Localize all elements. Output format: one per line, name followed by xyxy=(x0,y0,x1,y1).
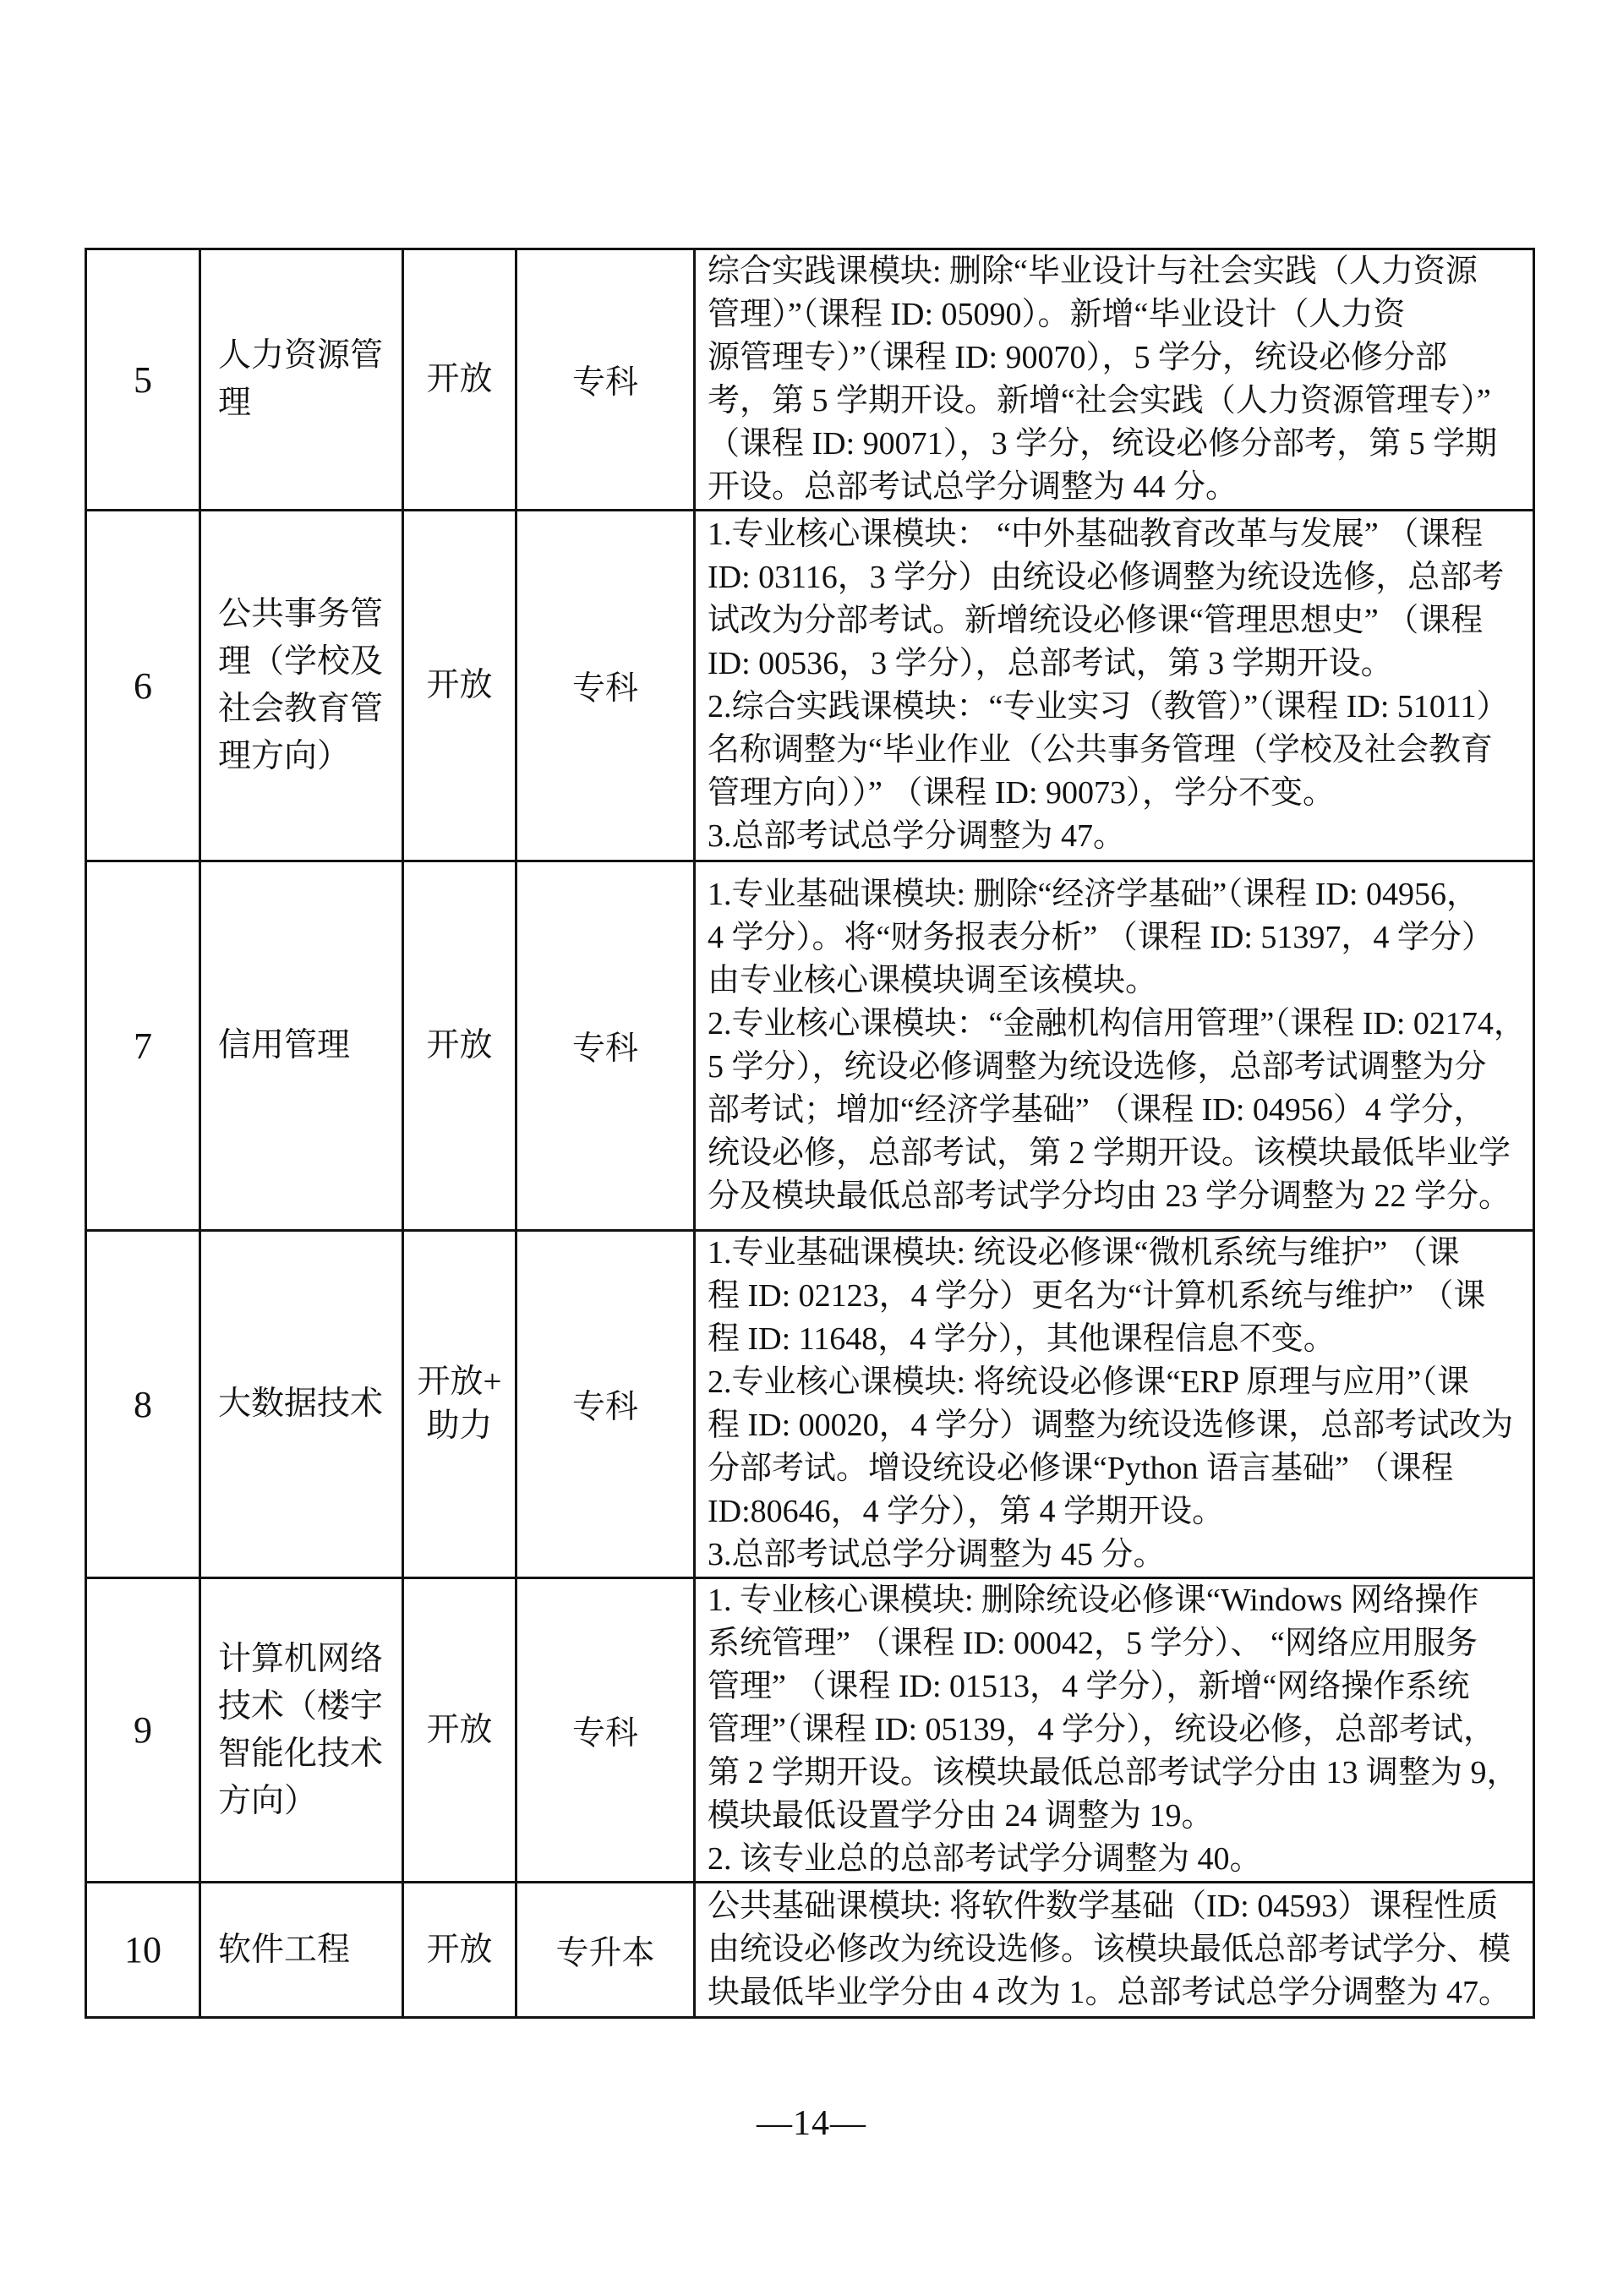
description-line: 3.总部考试总学分调整为 45 分。 xyxy=(708,1537,1166,1572)
table-row xyxy=(86,1578,1534,1883)
degree-level-cell: 专科 xyxy=(516,511,695,861)
description-line: 1. 专业核心课模块: 删除统设必修课“Windows 网络操作 xyxy=(708,1583,1479,1618)
description-line: 2. 该专业总的总部考试学分调整为 40。 xyxy=(708,1841,1262,1877)
education-type-cell xyxy=(403,511,516,861)
description-line: 5 学分），统设必修调整为统设选修，总部考试调整为分 xyxy=(708,1049,1487,1085)
description-line: 2.综合实践课模块：“专业实习（教管）”（课程 ID: 51011） xyxy=(708,689,1509,724)
description-line: 1.专业基础课模块: 统设必修课“微机系统与维护” （课 xyxy=(708,1235,1460,1271)
major-name-cell xyxy=(200,861,403,1231)
row-number-cell: 9 xyxy=(86,1578,200,1883)
education-type-cell xyxy=(403,861,516,1231)
major-name-line: 大数据技术 xyxy=(218,1386,384,1422)
major-name-cell xyxy=(200,1578,403,1883)
description-line: 公共基础课模块: 将软件数学基础（ID: 04593）课程性质 xyxy=(708,1889,1499,1924)
description-line: 4 学分）。将“财务报表分析” （课程 ID: 51397，4 学分） xyxy=(708,920,1494,955)
description-line: 第 2 学期开设。该模块最低总部考试学分由 13 调整为 9， xyxy=(708,1755,1519,1790)
education-type-line: 开放 xyxy=(426,361,493,397)
major-name-line: 理方向） xyxy=(218,738,351,774)
degree-level-cell: 专升本 xyxy=(516,1883,695,2018)
description-line: 综合实践课模块: 删除“毕业设计与社会实践（人力资源 xyxy=(708,254,1478,289)
majors-revision-table xyxy=(85,248,1535,2019)
education-type-cell xyxy=(403,1231,516,1578)
education-type-line: 助力 xyxy=(426,1408,493,1444)
education-type-cell xyxy=(403,1883,516,2018)
table-row xyxy=(86,249,1534,511)
revision-description-cell xyxy=(695,249,1534,511)
major-name-line: 社会教育管 xyxy=(218,691,384,727)
description-line: 开设。总部考试总学分调整为 44 分。 xyxy=(708,469,1238,505)
revision-description-cell xyxy=(695,1578,1534,1883)
description-line: 3.总部考试总学分调整为 47。 xyxy=(708,818,1126,854)
description-line: 分部考试。增设统设必修课“Python 语言基础” （课程 xyxy=(708,1451,1454,1486)
table-row xyxy=(86,861,1534,1231)
major-name-line: 公共事务管 xyxy=(218,596,384,632)
description-line: 分及模块最低总部考试学分均由 23 学分调整为 22 学分。 xyxy=(708,1178,1511,1214)
row-number-cell: 7 xyxy=(86,861,200,1231)
description-line: 系统管理” （课程 ID: 00042，5 学分）、 “网络应用服务 xyxy=(708,1626,1478,1661)
description-line: 2.专业核心课模块: 将统设必修课“ERP 原理与应用”（课 xyxy=(708,1364,1470,1400)
description-line: 统设必修，总部考试，第 2 学期开设。该模块最低毕业学 xyxy=(708,1135,1511,1171)
education-type-line: 开放 xyxy=(426,1027,493,1063)
table-row xyxy=(86,1883,1534,2018)
major-name-line: 信用管理 xyxy=(218,1027,351,1063)
description-line: ID: 03116，3 学分）由统设必修调整为统设选修，总部考 xyxy=(708,560,1505,595)
education-type-line: 开放 xyxy=(426,1711,493,1748)
description-line: 块最低毕业学分由 4 改为 1。总部考试总学分调整为 47。 xyxy=(708,1975,1511,2010)
description-line: 管理” （课程 ID: 01513，4 学分），新增“网络操作系统 xyxy=(708,1669,1470,1704)
description-line: 2.专业核心课模块：“金融机构信用管理”（课程 ID: 02174， xyxy=(708,1006,1526,1041)
page-number: —14— xyxy=(757,2104,866,2143)
education-type-line: 开放 xyxy=(426,667,493,703)
major-name-cell xyxy=(200,511,403,861)
row-number-cell: 6 xyxy=(86,511,200,861)
major-name-line: 方向） xyxy=(218,1782,318,1819)
table-row xyxy=(86,511,1534,861)
major-name-line: 人力资源管 xyxy=(218,337,384,374)
revision-description-cell xyxy=(695,1231,1534,1578)
major-name-line: 理（学校及 xyxy=(218,643,384,680)
description-line: ID:80646，4 学分），第 4 学期开设。 xyxy=(708,1494,1225,1529)
description-line: 由统设必修改为统设选修。该模块最低总部考试学分、模 xyxy=(708,1932,1511,1967)
major-name-cell xyxy=(200,1883,403,2018)
major-name-line: 计算机网络 xyxy=(218,1640,384,1677)
row-number-cell: 8 xyxy=(86,1231,200,1578)
row-number-cell: 5 xyxy=(86,249,200,511)
major-name-line: 软件工程 xyxy=(218,1931,351,1968)
major-name-cell xyxy=(200,1231,403,1578)
degree-level-cell: 专科 xyxy=(516,1231,695,1578)
education-type-line: 开放 xyxy=(426,1931,493,1968)
degree-level-cell: 专科 xyxy=(516,861,695,1231)
description-line: 程 ID: 02123，4 学分）更名为“计算机系统与维护” （课 xyxy=(708,1278,1486,1314)
education-type-line: 开放+ xyxy=(417,1364,502,1400)
description-line: 程 ID: 11648，4 学分），其他课程信息不变。 xyxy=(708,1321,1336,1357)
major-name-cell xyxy=(200,249,403,511)
description-line: 名称调整为“毕业作业（公共事务管理（学校及社会教育 xyxy=(708,732,1493,768)
table-row xyxy=(86,1231,1534,1578)
description-line: 管理”（课程 ID: 05139，4 学分），统设必修，总部考试， xyxy=(708,1712,1496,1747)
education-type-cell xyxy=(403,1578,516,1883)
description-line: ID: 00536，3 学分），总部考试，第 3 学期开设。 xyxy=(708,646,1393,681)
description-line: 考，第 5 学期开设。新增“社会实践（人力资源管理专）” xyxy=(708,383,1491,418)
description-line: 由专业核心课模块调至该模块。 xyxy=(708,963,1158,998)
description-line: 管理方向））” （课程 ID: 90073），学分不变。 xyxy=(708,775,1336,811)
revision-description-cell xyxy=(695,861,1534,1231)
degree-level-cell: 专科 xyxy=(516,249,695,511)
description-line: 1.专业基础课模块: 删除“经济学基础”（课程 ID: 04956， xyxy=(708,877,1478,912)
description-line: 模块最低设置学分由 24 调整为 19。 xyxy=(708,1798,1214,1834)
major-name-line: 理 xyxy=(218,385,252,421)
major-name-line: 技术（楼宇 xyxy=(218,1687,384,1725)
description-line: 源管理专）”（课程 ID: 90070），5 学分，统设必修分部 xyxy=(708,340,1448,375)
description-line: 程 ID: 00020，4 学分）调整为统设选修课，总部考试改为 xyxy=(708,1408,1514,1443)
row-number-cell: 10 xyxy=(86,1883,200,2018)
revision-description-cell xyxy=(695,511,1534,861)
description-line: 试改为分部考试。新增统设必修课“管理思想史” （课程 xyxy=(708,603,1484,638)
degree-level-cell: 专科 xyxy=(516,1578,695,1883)
description-line: 部考试；增加“经济学基础” （课程 ID: 04956）4 学分， xyxy=(708,1092,1486,1128)
description-line: 1.专业核心课模块： “中外基础教育改革与发展” （课程 xyxy=(708,517,1484,552)
description-line: 管理）”（课程 ID: 05090）。新增“毕业设计（人力资 xyxy=(708,297,1406,332)
description-line: （课程 ID: 90071），3 学分，统设必修分部考，第 5 学期 xyxy=(708,426,1498,462)
education-type-cell xyxy=(403,249,516,511)
revision-description-cell xyxy=(695,1883,1534,2018)
major-name-line: 智能化技术 xyxy=(218,1735,384,1772)
